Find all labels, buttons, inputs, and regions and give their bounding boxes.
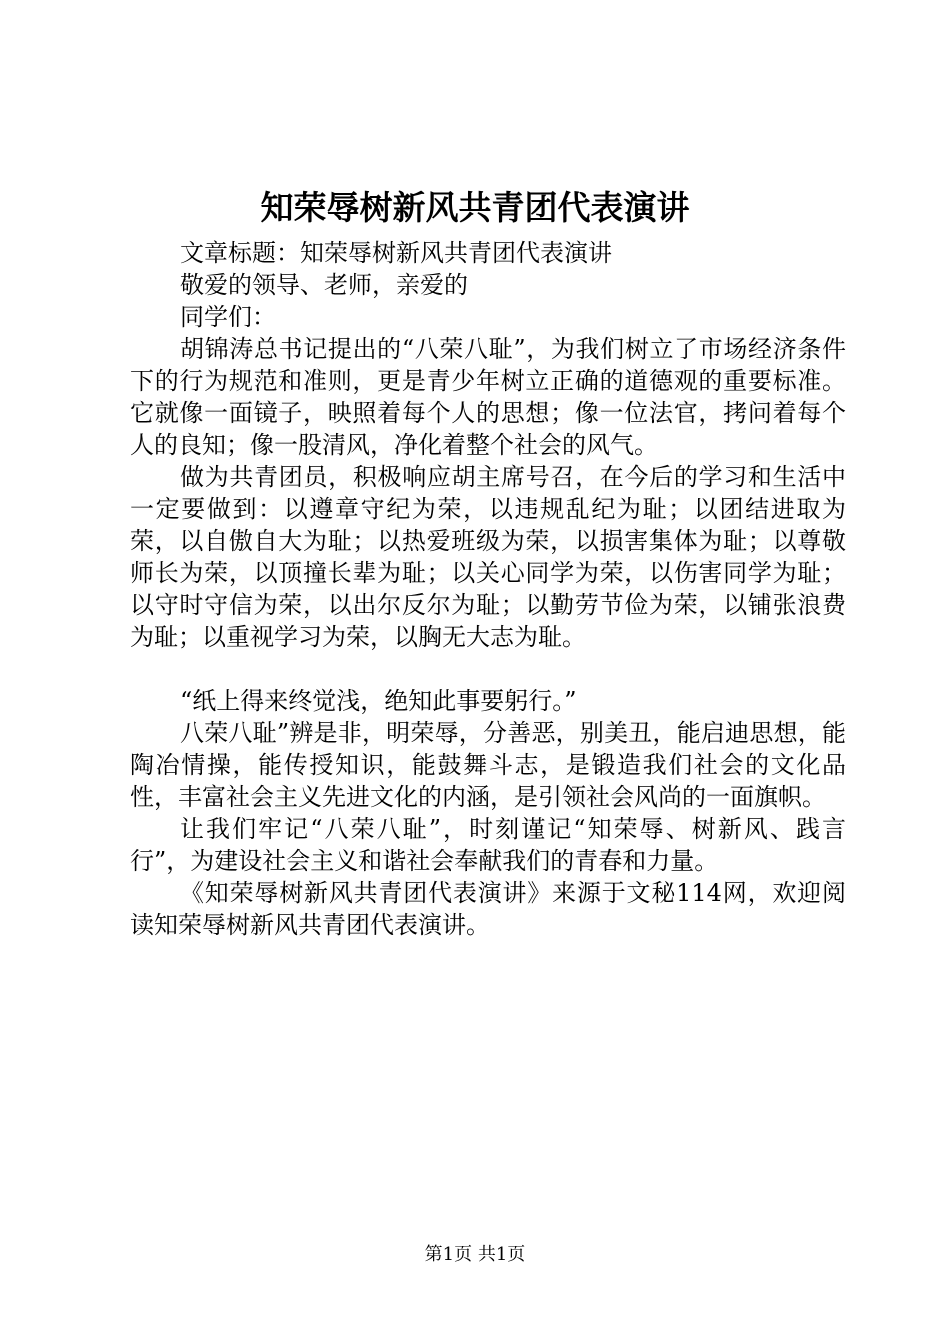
paragraph-spacer [130, 653, 846, 685]
paragraph-salutation-continued: 同学们： [180, 303, 276, 331]
paragraph-pledge: 做为共青团员，积极响应胡主席号召，在今后的学习和生活中一定要做到：以遵章守纪为荣，以违规乱纪为耻；以团结进取为荣，以自傲自大为耻；以热爱班级为荣，以损害集体为耻；以尊敬师长为荣，以顶撞长辈为耻；以关心同学为荣，以伤害同学为耻；以守时守信为荣，以出尔反尔为耻；以勤劳节俭为荣，以铺张浪费为耻；以重视学习为荣，以胸无大志为耻。 [130, 463, 846, 651]
document-body [130, 237, 846, 941]
paragraph-call-to-action: 让我们牢记“八荣八耻”，时刻谨记“知荣辱、树新风、践言行”，为建设社会主义和谐社会奉献我们的青春和力量。 [130, 815, 846, 875]
document-title: 知荣辱树新风共青团代表演讲 [260, 188, 690, 227]
paragraph-article-title: 文章标题：知荣辱树新风共青团代表演讲 [180, 239, 612, 267]
paragraph-significance: 八荣八耻”辨是非，明荣辱，分善恶，别美丑，能启迪思想，能陶冶情操，能传授知识，能鼓舞斗志，是锻造我们社会的文化品性，丰富社会主义先进文化的内涵，是引领社会风尚的一面旗帜。 [130, 719, 846, 811]
paragraph-source-note: 《知荣辱树新风共青团代表演讲》来源于文秘114网，欢迎阅读知荣辱树新风共青团代表演讲。 [130, 879, 846, 939]
paragraph-quote: “纸上得来终觉浅，绝知此事要躬行。” [180, 687, 577, 715]
page-number-footer: 第1页 共1页 [424, 1244, 526, 1265]
paragraph-salutation: 敬爱的领导、老师，亲爱的 [180, 271, 468, 299]
paragraph-intro: 胡锦涛总书记提出的“八荣八耻”，为我们树立了市场经济条件下的行为规范和准则，更是青少年树立正确的道德观的重要标准。它就像一面镜子，映照着每个人的思想；像一位法官，拷问着每个人的良知；像一股清风，净化着整个社会的风气。 [130, 335, 846, 459]
